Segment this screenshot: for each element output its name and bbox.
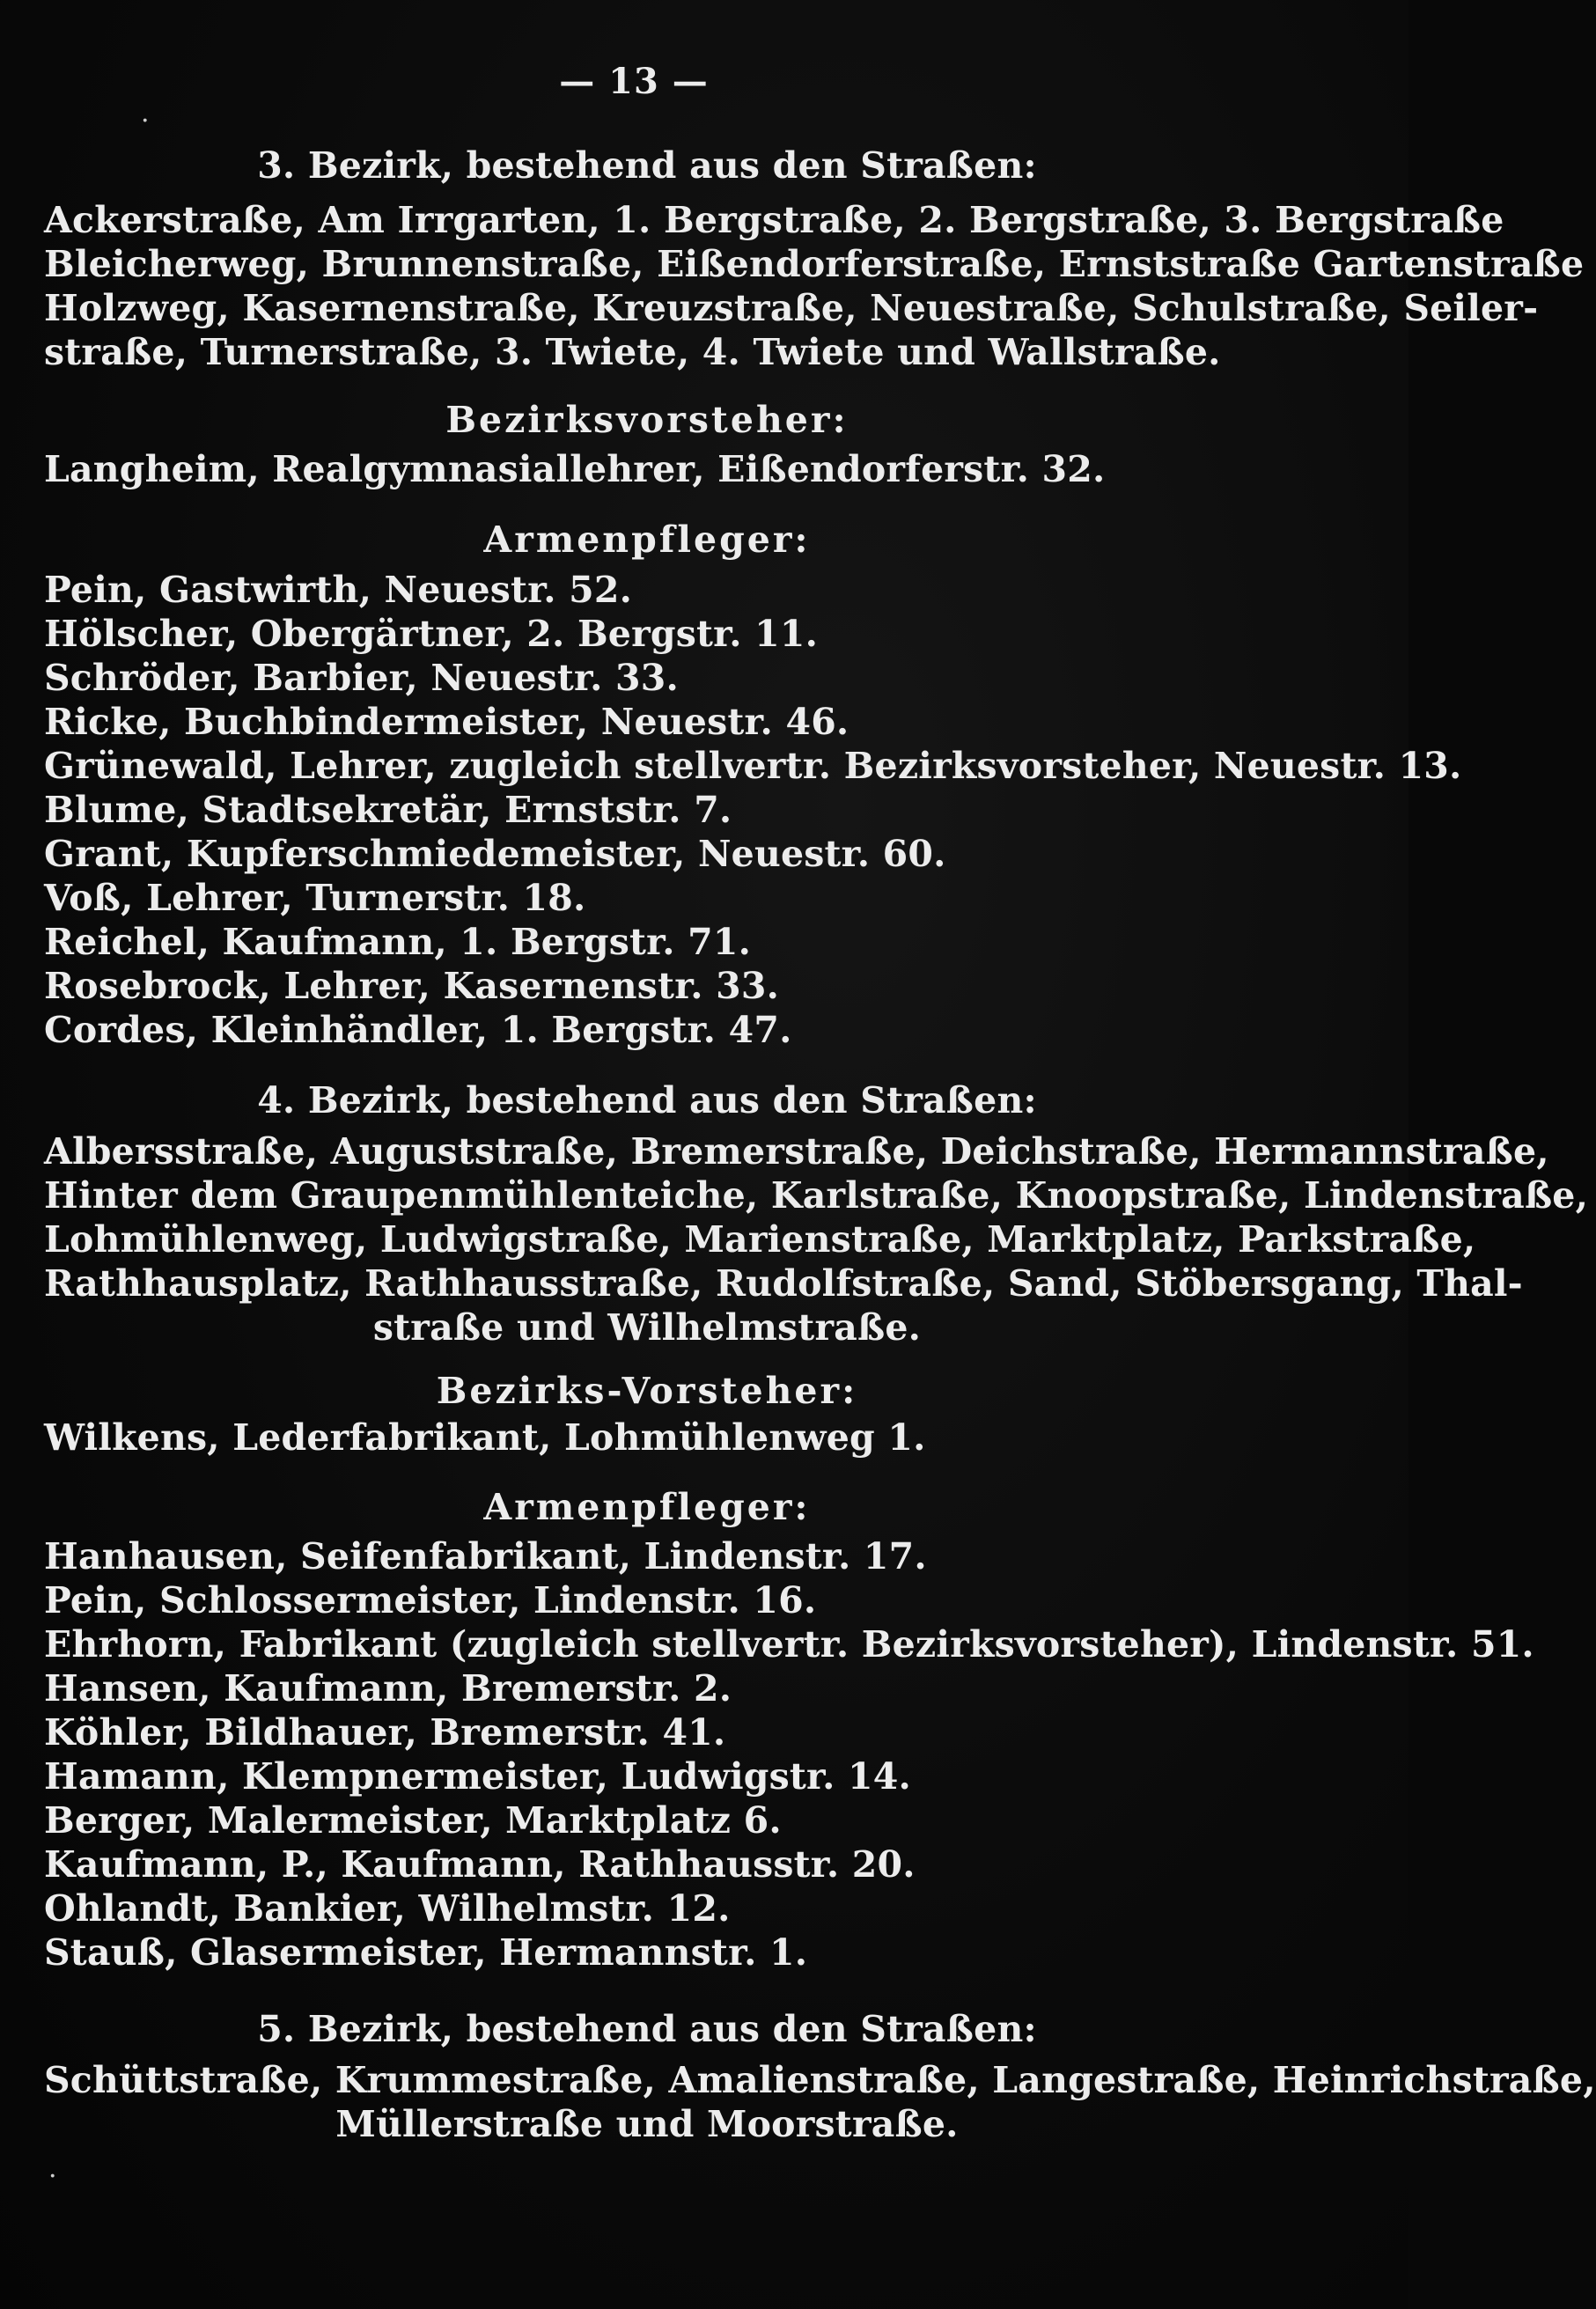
list-item: Hamann, Klempnermeister, Ludwigstr. 14. [44,1755,911,1798]
bezirk-3-vorsteher-section [44,398,1250,442]
street-line: Lohmühlenweg, Ludwigstraße, Marienstraße, Marktplatz, Parkstraße, [44,1218,1476,1261]
bezirk-4-armenpfleger-list [44,1534,1534,1974]
list-item: Pein, Gastwirth, Neuestr. 52. [44,569,633,611]
list-item: Stauß, Glasermeister, Hermannstr. 1. [44,1931,808,1974]
bezirk-3-armenpfleger-list [44,568,1462,1052]
street-line: Ackerstraße, Am Irrgarten, 1. Bergstraße, 2. Bergstraße, 3. Bergstraße [44,199,1504,241]
street-line: straße und Wilhelmstraße. [372,1306,922,1349]
ink-speck: · [141,106,150,136]
vorsteher-heading: Bezirksvorsteher: [445,399,849,441]
list-item: Rosebrock, Lehrer, Kasernenstr. 33. [44,965,780,1007]
list-item: Ohlandt, Bankier, Wilhelmstr. 12. [44,1887,731,1930]
bezirk-3-section [44,143,1250,188]
list-item: Hanhausen, Seifenfabrikant, Lindenstr. 17. [44,1535,927,1577]
street-line: Rathhausplatz, Rathhausstraße, Rudolfstraße, Sand, Stöbersgang, Thal- [44,1262,1523,1305]
street-line: Bleicherweg, Brunnenstraße, Eißendorferstraße, Ernststraße Gartenstraße [44,243,1585,285]
list-item: Grünewald, Lehrer, zugleich stellvertr. Bezirksvorsteher, Neuestr. 13. [44,745,1462,787]
ink-speck: · [48,2161,57,2192]
bezirk-3-streets [44,198,1585,374]
bezirk-4-armenpfleger-section [44,1485,1250,1529]
bezirk-3-heading: 3. Bezirk, bestehend aus den Straßen: [257,144,1037,187]
bezirk-5-section [44,2007,1250,2051]
street-line: Müllerstraße und Moorstraße. [335,2103,959,2145]
armenpfleger-heading: Armenpfleger: [483,1486,811,1528]
list-item: Kaufmann, P., Kaufmann, Rathhausstr. 20. [44,1843,916,1886]
bezirk-5-heading: 5. Bezirk, bestehend aus den Straßen: [257,2008,1037,2050]
armenpfleger-heading: Armenpfleger: [483,518,811,561]
bezirk-4-section [44,1078,1250,1122]
bezirk-3-armenpfleger-section [44,518,1250,562]
list-item: Köhler, Bildhauer, Bremerstr. 41. [44,1711,726,1754]
street-line: straße, Turnerstraße, 3. Twiete, 4. Twiete und Wallstraße. [44,331,1221,373]
list-item: Voß, Lehrer, Turnerstr. 18. [44,877,586,919]
street-line: Schüttstraße, Krummestraße, Amalienstraße, Langestraße, Heinrichstraße, [44,2059,1596,2101]
list-item: Ehrhorn, Fabrikant (zugleich stellvertr. Bezirksvorsteher), Lindenstr. 51. [44,1623,1534,1666]
bezirk-5-streets [44,2058,1596,2146]
list-item: Pein, Schlossermeister, Lindenstr. 16. [44,1579,817,1621]
list-item: Hölscher, Obergärtner, 2. Bergstr. 11. [44,613,819,655]
vorsteher-entry: Langheim, Realgymnasiallehrer, Eißendorferstr. 32. [44,448,1106,490]
vorsteher-entry: Wilkens, Lederfabrikant, Lohmühlenweg 1. [44,1416,926,1459]
bezirk-4-heading: 4. Bezirk, bestehend aus den Straßen: [257,1079,1037,1121]
page-number: — 13 — [559,61,709,102]
list-item: Ricke, Buchbindermeister, Neuestr. 46. [44,701,849,743]
bezirk-4-streets [44,1129,1589,1349]
list-item: Blume, Stadtsekretär, Ernststr. 7. [44,789,732,831]
list-item: Reichel, Kaufmann, 1. Bergstr. 71. [44,921,752,963]
list-item: Schröder, Barbier, Neuestr. 33. [44,657,679,699]
list-item: Hansen, Kaufmann, Bremerstr. 2. [44,1667,732,1710]
street-line: Albersstraße, Auguststraße, Bremerstraße, Deichstraße, Hermannstraße, [44,1130,1549,1173]
bezirk-4-vorsteher [44,1416,1250,1460]
list-item: Cordes, Kleinhändler, 1. Bergstr. 47. [44,1009,792,1051]
bezirk-3-vorsteher [44,447,1250,491]
list-item: Berger, Malermeister, Marktplatz 6. [44,1799,782,1842]
street-line: Holzweg, Kasernenstraße, Kreuzstraße, Neuestraße, Schulstraße, Seiler- [44,287,1539,329]
list-item: Grant, Kupferschmiedemeister, Neuestr. 60. [44,833,946,875]
vorsteher-heading: Bezirks-Vorsteher: [436,1370,858,1412]
street-line: Hinter dem Graupenmühlenteiche, Karlstraße, Knoopstraße, Lindenstraße, [44,1174,1589,1217]
bezirk-4-vorsteher-section [44,1369,1250,1413]
